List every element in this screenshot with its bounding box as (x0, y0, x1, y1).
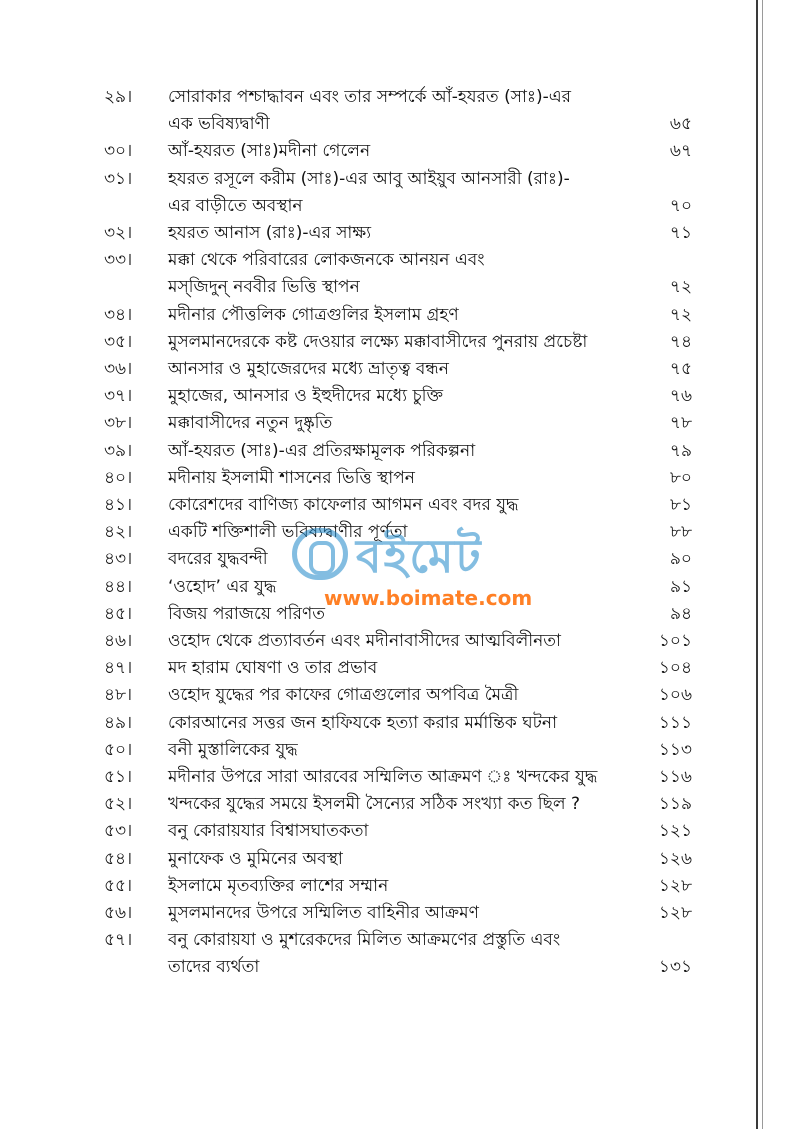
toc-entry-page-number: ৯০ (669, 549, 692, 570)
toc-entry-title: মুসলমানদেরকে কষ্ট দেওয়ার লক্ষ্যে মক্কাবাসীদের পুনরায় প্রচেষ্টা (168, 331, 588, 352)
toc-entry-title: মদীনার উপরে সারা আরবের সম্মিলিত আক্রমণ ঃ খন্দকের যুদ্ধ (168, 767, 598, 787)
toc-entry-title: আঁ-হযরত (সাঃ)মদীনা গেলেন (168, 141, 371, 162)
toc-entry-title: মদীনায় ইসলামী শাসনের ভিত্তি স্থাপন (168, 467, 415, 488)
toc-entry-number: ৫১। (104, 767, 133, 787)
toc-entry-title: মস্‌জিদুন্‌ নববীর ভিত্তি স্থাপন (168, 277, 360, 298)
toc-entry-title: কোরআনের সত্তর জন হাফিযকে হত্যা করার মর্মান্তিক ঘটনা (168, 712, 558, 733)
toc-entry-title: বিজয় পরাজয়ে পরিণত (168, 603, 326, 624)
toc-entry-number: ৫৫। (104, 875, 133, 896)
toc-entry-number: ৪৬। (104, 631, 133, 651)
toc-entry-number: ৩২। (104, 223, 133, 243)
toc-entry-page-number: ৭১ (669, 223, 692, 243)
toc-entry-title: কোরেশদের বাণিজ্য কাফেলার আগমন এবং বদর যুদ্ধ (168, 495, 519, 515)
toc-entry-page-number: ১০১ (658, 631, 692, 651)
toc-entry-title: আনসার ও মুহাজেরদের মধ্যে ভ্রাতৃত্ব বন্ধন (168, 359, 449, 379)
toc-entry-number: ৩০। (104, 141, 133, 162)
toc-entry-title: খন্দকের যুদ্ধের সময়ে ইসলমী সৈন্যের সঠিক সংখ্যা কত ছিল ? (168, 794, 581, 815)
toc-entry-number: ৩৪। (104, 304, 133, 325)
toc-entry-number: ৪৩। (104, 549, 133, 570)
toc-entry-page-number: ১২৮ (658, 903, 692, 923)
toc-entry-page-number: ৭৮ (669, 413, 692, 434)
toc-entry-title: এক ভবিষ্যদ্বাণী (168, 114, 270, 135)
toc-entry-number: ৩৫। (104, 331, 133, 352)
toc-entry-number: ৩৯। (104, 440, 133, 461)
toc-entry-page-number: ৭০ (669, 195, 692, 216)
toc-entry-title: মুনাফেক ও মুমিনের অবস্থা (168, 848, 343, 869)
toc-entry-page-number: ৭২ (669, 304, 692, 325)
toc-entry-page-number: ৮৮ (669, 522, 692, 543)
toc-entry-page-number: ১২১ (658, 821, 692, 842)
toc-entry-title: মুহাজের, আনসার ও ইহুদীদের মধ্যে চুক্তি (168, 386, 443, 407)
toc-entry-title: একটি শক্তিশালী ভবিষ্যদ্বাণীর পূর্ণতা (168, 522, 408, 543)
toc-entry-number: ৩৭। (104, 386, 133, 407)
toc-entry-title: বনু কোরায়যা ও মুশরেকদের মিলিত আক্রমণের প্রস্তুতি এবং (168, 930, 561, 951)
toc-entry-number: ৫৩। (104, 821, 133, 842)
toc-entry-number: ৪১। (104, 495, 133, 515)
toc-entry-page-number: ৭২ (669, 277, 692, 298)
toc-entry-page-number: ৭৫ (669, 359, 692, 379)
toc-entry-number: ৪৪। (104, 576, 133, 597)
toc-entry-title: মক্কাবাসীদের নতুন দুষ্কৃতি (168, 413, 333, 434)
toc-entry-title: সোরাকার পশ্চাদ্ধাবন এবং তার সম্পর্কে আঁ-হযরত (সাঃ)-এর (168, 87, 571, 107)
toc-entry-title: ‘ওহোদ’ এর যুদ্ধ (168, 576, 277, 597)
toc-entry-title: মদ হারাম ঘোষণা ও তার প্রভাব (168, 658, 378, 679)
toc-entry-title: হযরত রসূলে করীম (সাঃ)-এর আবু আইয়ুব আনসারী (রাঃ)- (168, 168, 570, 189)
toc-entry-title: তাদের ব্যর্থতা (168, 957, 260, 978)
toc-entry-title: এর বাড়ীতে অবস্থান (168, 195, 303, 216)
toc-entry-number: ৫৪। (104, 848, 133, 869)
toc-entry-page-number: ৬৭ (669, 141, 692, 162)
toc-entry-page-number: ৭৯ (669, 440, 692, 461)
toc-entry-number: ৪০। (104, 467, 133, 488)
toc-entry-title: মক্কা থেকে পরিবারের লোকজনকে আনয়ন এবং (168, 250, 485, 271)
toc-entry-number: ৪৯। (104, 712, 133, 733)
toc-entry-title: বনী মুস্তালিকের যুদ্ধ (168, 739, 298, 760)
toc-entry-number: ৫০। (104, 739, 133, 760)
toc-entry-page-number: ৬৫ (669, 114, 692, 135)
toc-entry-page-number: ৮০ (669, 467, 692, 488)
toc-entry-title: মুসলমানদের উপরে সম্মিলিত বাহিনীর আক্রমণ (168, 903, 479, 923)
toc-entry-page-number: ৯৪ (669, 603, 692, 624)
toc-entry-title: মদীনার পৌত্তলিক গোত্রগুলির ইসলাম গ্রহণ (168, 304, 459, 325)
toc-entry-page-number: ১২৮ (658, 875, 692, 896)
toc-entry-page-number: ১১৩ (658, 739, 692, 760)
toc-entry-page-number: ১১১ (658, 712, 692, 733)
toc-entry-number: ৩১। (104, 168, 133, 189)
toc-entry-page-number: ৭৪ (669, 331, 692, 352)
toc-entry-number: ৪৫। (104, 603, 133, 624)
watermark-url: www.boimate.com (324, 586, 533, 610)
toc-entry-number: ৩৮। (104, 413, 133, 434)
toc-entry-page-number: ৮১ (669, 495, 692, 515)
toc-entry-page-number: ৭৬ (669, 386, 692, 407)
toc-entry-number: ৩৬। (104, 359, 133, 379)
toc-entry-number: ২৯। (104, 87, 133, 107)
watermark-logo-text: বইমেট (356, 529, 483, 583)
toc-entry-title: বদরের যুদ্ধবন্দী (168, 549, 268, 570)
toc-entry-title: আঁ-হযরত (সাঃ)-এর প্রতিরক্ষামূলক পরিকল্পনা (168, 440, 476, 461)
toc-entry-number: ৫৭। (104, 930, 133, 951)
toc-entry-page-number: ১৩১ (658, 957, 692, 978)
toc-entry-title: বনু কোরায়যার বিশ্বাসঘাতকতা (168, 821, 369, 842)
toc-entry-page-number: ১০৬ (658, 685, 692, 706)
toc-entry-number: ৪৭। (104, 658, 133, 679)
toc-entry-number: ৫২। (104, 794, 133, 815)
toc-entry-number: ৪৮। (104, 685, 133, 706)
toc-entry-page-number: ১০৪ (658, 658, 692, 679)
toc-entry-page-number: ৯১ (669, 576, 692, 597)
toc-entry-title: হযরত আনাস (রাঃ)-এর সাক্ষ্য (168, 223, 372, 243)
toc-entry-page-number: ১২৬ (658, 848, 692, 869)
toc-entry-number: ৪২। (104, 522, 133, 543)
toc-entry-page-number: ১১৯ (658, 794, 692, 815)
toc-entry-number: ৫৬। (104, 903, 133, 923)
toc-entry-title: ওহোদ থেকে প্রত্যাবর্তন এবং মদীনাবাসীদের আত্মবিলীনতা (168, 631, 561, 651)
toc-entry-title: ইসলামে মৃতব্যক্তির লাশের সম্মান (168, 875, 389, 896)
toc-entry-title: ওহোদ যুদ্ধের পর কাফের গোত্রগুলোর অপবিত্র মৈত্রী (168, 685, 519, 706)
toc-entry-page-number: ১১৬ (658, 767, 692, 787)
toc-entry-number: ৩৩। (104, 250, 133, 271)
